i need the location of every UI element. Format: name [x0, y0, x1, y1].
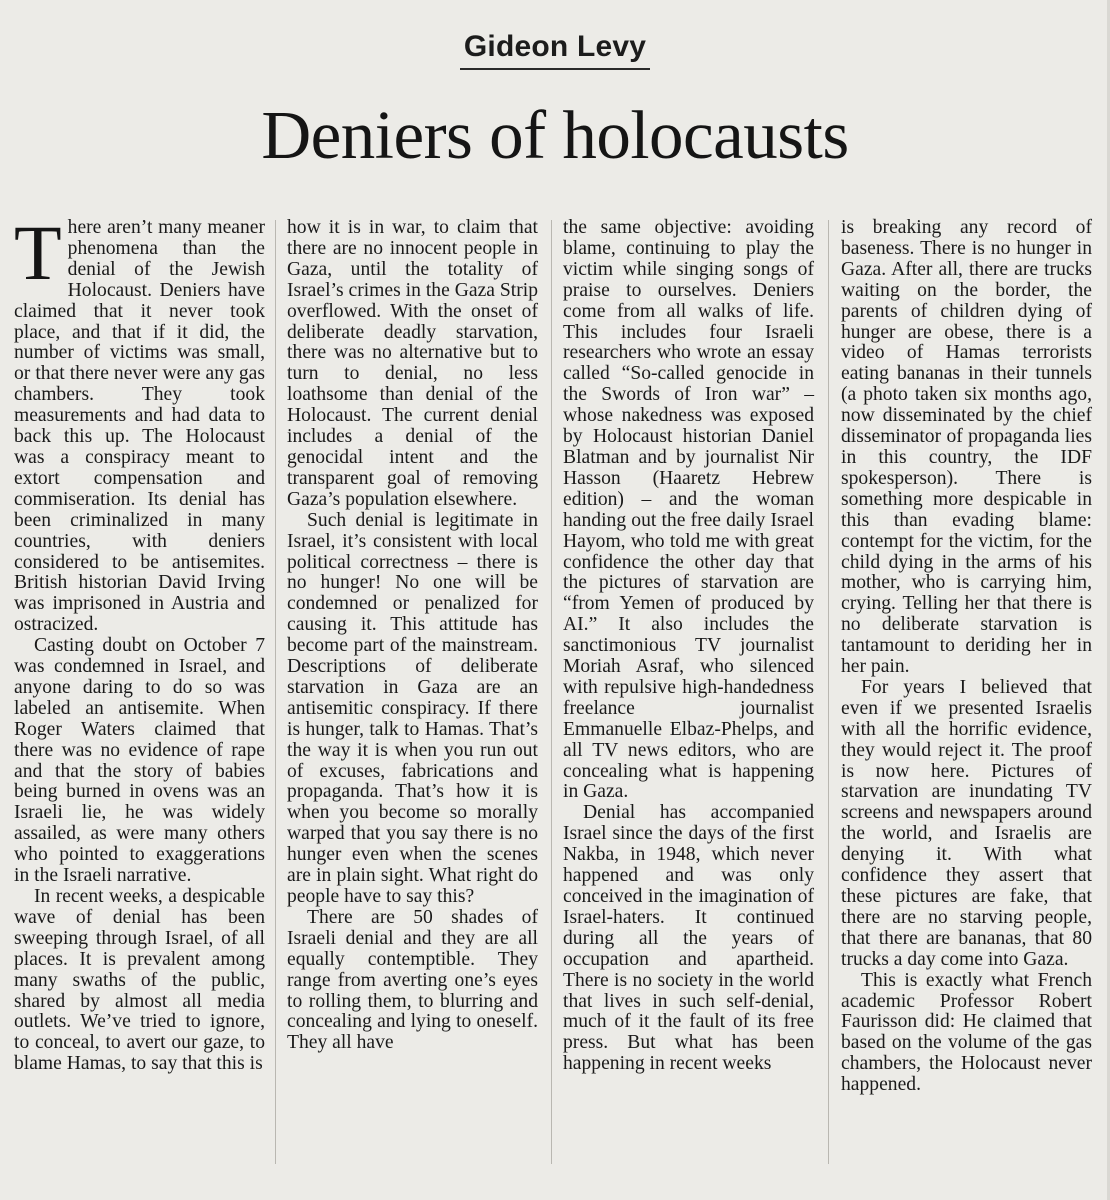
article-paragraph: the same objective: avoiding blame, continuing to play the victim while singing songs of praise to ourselves. Deniers come from all walks of life. This includes four Israeli researchers who wrote an essay called “So-called genocide in the Swords of Iron war” – whose nakedness was exposed by Holocaust historian Daniel Blatman and by journalist Nir Hasson (Haaretz Hebrew edition) – and the woman handing out the free daily Israel Hayom, who told me with great confidence the other day that the pictures of starvation are “from Yemen of produced by AI.” It also includes the sanctimonious TV journalist Moriah Asraf, who silenced with repulsive high-handedness freelance journalist Emmanuelle Elbaz-Phelps, and all TV news editors, who are concealing what is happening in Gaza.: [563, 217, 814, 803]
article-column-3: [563, 218, 814, 1075]
article-paragraph: In recent weeks, a despicable wave of denial has been sweeping through Israel, of all places. It is prevalent among many swaths of the public, shared by almost all media outlets. We’ve tried to ignore, to conceal, to avert our gaze, to blame Hamas, to say that this is: [14, 886, 265, 1075]
headline: Deniers of holocausts: [261, 97, 849, 173]
column-divider: [828, 220, 829, 1164]
article-paragraph: This is exactly what French academic Professor Robert Faurisson did: He claimed that based on the volume of the gas chambers, the Holocaust never happened.: [841, 969, 1092, 1096]
article-paragraph: Such denial is legitimate in Israel, it’s consistent with local political correctness – there is no hunger! No one will be condemned or penalized for causing it. This attitude has become part of the mainstream. Descriptions of deliberate starvation in Gaza are an antisemitic conspiracy. If there is hunger, talk to Hamas. That’s the way it is when you run out of excuses, fabrications and propaganda. That’s how it is when you become so morally warped that you say there is no hunger even when the scenes are in plain sight. What right do people have to say this?: [287, 509, 538, 907]
article-paragraph: how it is in war, to claim that there are no innocent people in Gaza, until the totality of Israel’s crimes in the Gaza Strip overflowed. With the onset of deliberate deadly starvation, there was no alternative but to turn to denial, no less loathsome than denial of the Holocaust. The current denial includes a denial of the genocidal intent and the transparent goal of removing Gaza’s population elsewhere.: [287, 217, 538, 510]
article-column-1: [14, 209, 265, 1075]
column-divider: [551, 220, 552, 1164]
author-byline: Gideon Levy: [460, 30, 650, 70]
paragraph-text: here aren’t many meaner phenomena than the denial of the Jewish Holocaust. Deniers have claimed that it never took place, and that if it did, the number of victims was small, or that there never were any gas chambers. They took measurements and had data to back this up. The Holocaust was a conspiracy meant to extort compensation and commiseration. Its denial has been criminalized in many countries, with deniers considered to be antisemites. British historian David Irving was imprisoned in Austria and ostracized.: [14, 217, 265, 636]
article-paragraph: There are 50 shades of Israeli denial and they are all equally contemptible. They range from averting one’s eyes to rolling them, to blurring and concealing and lying to oneself. They all have: [287, 906, 538, 1054]
article-paragraph: For years I believed that even if we presented Israelis with all the horrific evidence, they would reject it. The proof is now here. Pictures of starvation are inundating TV screens and newspapers around the world, and Israelis are denying it. With what confidence they assert that these pictures are fake, that there are no starving people, that there are bananas, that 80 trucks a day come into Gaza.: [841, 676, 1092, 970]
article-paragraph: is breaking any record of baseness. There is no hunger in Gaza. After all, there are trucks waiting on the border, the parents of children dying of hunger are obese, there is a video of Hamas terrorists eating bananas in their tunnels (a photo taken six months ago, now disseminated by the chief disseminator of propaganda lies in this country, the IDF spokesperson). There is something more despicable in this than evading blame: contempt for the victim, for the child dying in the arms of his mother, who is carrying him, crying. Telling her that there is no deliberate starvation is tantamount to deriding her in her pain.: [841, 217, 1092, 678]
article-column-4: [841, 218, 1092, 1096]
drop-cap: T: [14, 209, 62, 296]
article-paragraph: Casting doubt on October 7 was condemned in Israel, and anyone daring to do so was labeled an antisemite. When Roger Waters claimed that there was no evidence of rape and that the story of babies being burned in ovens was an Israeli lie, he was widely assailed, as were many others who pointed to exaggerations in the Israeli narrative.: [14, 635, 265, 887]
article-column-2: [287, 218, 538, 1054]
byline-container: [0, 30, 1110, 70]
article-paragraph: Denial has accompanied Israel since the days of the first Nakba, in 1948, which never happened and was only conceived in the imagination of Israel-haters. It continued during all the years of occupation and apartheid. There is no society in the world that lives in such self-denial, much of it the fault of its free press. But what has been happening in recent weeks: [563, 802, 814, 1075]
column-divider: [275, 220, 276, 1164]
article-paragraph: [14, 209, 265, 636]
